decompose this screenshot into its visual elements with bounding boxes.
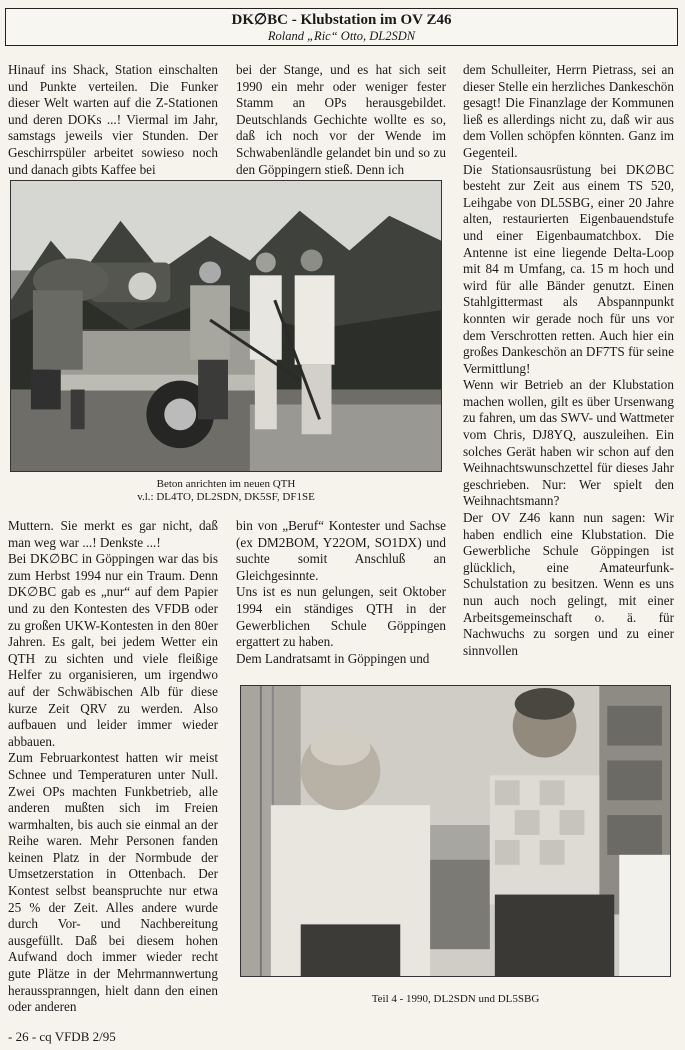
column-2-bottom — [236, 518, 446, 667]
photo-1-caption — [10, 478, 442, 504]
article-title: DK∅BC - Klubstation im OV Z46 — [231, 12, 452, 28]
photo-1-caption-line1: Beton anrichten im neuen QTH — [156, 478, 296, 490]
photo-2-caption: Teil 4 - 1990, DL2SDN und DL5SBG — [371, 993, 540, 1005]
photo-1-caption-line2: v.l.: DL4TO, DL2SDN, DK5SF, DF1SE — [137, 491, 315, 503]
paragraph: Wenn wir Betrieb an der Klubstation machen wollen, gilt es über Ursenwang zu fahren, um das SWV- und Wattmeter vom Chris, DJ8YQ, auszuleihen. Ein solches Gerät haben wir schon auf den Weihnachtswunschzettel für dieses Jahr geschrieben. Nur: Wer spielt den Weihnachtsmann? — [463, 377, 674, 509]
column-3 — [463, 62, 674, 659]
paragraph: Zum Februarkontest hatten wir meist Schnee und Temperaturen unter Null. Zwei OPs machten Funkbetrieb, alle anderen mußten sich im Freien warmhalten, bis auch sie einmal an der Reihe waren. Mehr Personen fanden keinen Platz in der Normbude der Umsetzerstation in Ottenbach. Der Kontest selbst beanspruchte nur etwa 25 % der Zeit. Alles andere wurde durch Vor- und Nachbereitung ausgefüllt. Daß bei diesem hohen Aufwand doch immer wieder recht gute Plätze in der Mehrmannwertung herausspranngen, hielt dann den einen oder anderen — [8, 750, 218, 1015]
photo-station-operators — [240, 685, 671, 977]
article-header — [5, 8, 678, 46]
article-byline: Roland „Ric“ Otto, DL2SDN — [267, 29, 416, 43]
paragraph: bin von „Beruf“ Kontester und Sachse (ex DM2BOM, Y22OM, SO1DX) und suchte somit Anschluß an Gleichgesinnte. — [236, 518, 446, 583]
column-2-top — [236, 62, 446, 178]
paragraph: Muttern. Sie merkt es gar nicht, daß man weg war ...! Denkste ...! — [8, 518, 218, 550]
photo-concrete-mixing — [10, 180, 442, 472]
photo-station-operators-image — [241, 686, 670, 976]
paragraph: Der OV Z46 kann nun sagen: Wir haben endlich eine Klubstation. Die Gewerbliche Schule Göppingen ist glücklich, eine Amateurfunk-Schulstation zu besitzen. Wenn es uns nun auch noch gelingt, mit einer Arbeitsgemeinschaft o. ä. für Nachwuchs zu sorgen und zu einer sinnvollen — [463, 510, 674, 658]
paragraph: Bei DK∅BC in Göppingen war das bis zum Herbst 1994 nur ein Traum. Denn DK∅BC gab es „nur“ auf dem Papier und zu den Kontesten des VFDB oder zu großen UKW-Kontesten in den 80er Jahren. Es galt, bei jedem Wetter ein QTH zu sichten und viele fleißige Helfer zu organisieren, um irgendwo auf der Schwäbischen Alb für diese kurze Zeit QRV zu werden. Also aufbauen und leider immer wieder abbauen. — [8, 551, 218, 749]
paragraph: Hinauf ins Shack, Station einschalten und Punkte verteilen. Die Funker dieser Welt warten auf die Z-Stationen und deren DOKs ...! Viermal im Jahr, samstags jeweils vier Stunden. Der Geschirrspüler arbeitet sowieso noch und danach gibts Kaffee bei — [8, 62, 218, 177]
paragraph: dem Schulleiter, Herrn Pietrass, sei an dieser Stelle ein herzliches Dankeschön gesagt! Die Finanzlage der Kommunen ließ es allerdings nicht zu, daß wir aus dem Vollen schöpfen könnten. Ganz im Gegenteil. — [463, 62, 674, 160]
paragraph: bei der Stange, und es hat sich seit 1990 ein mehr oder weniger fester Stamm an OPs herausgebildet. Deutschlands Gechichte wollte es so, daß ich noch vor der Wende im Schwabenländle gelandet bin und so zu den Göppingern stieß. Denn ich — [236, 62, 446, 177]
photo-concrete-mixing-image — [11, 181, 441, 471]
paragraph: Die Stationsausrüstung bei DK∅BC besteht zur Zeit aus einem TS 520, Leihgabe von DL5SBG, einer 20 Jahre alten, restaurierten Eigenbauendstufe und einer Eigenbaumatchbox. Die Antenne ist eine liegende Delta-Loop mit 84 m Umfang, ca. 15 m hoch und wird für alle Bänder genutzt. Einen Stahlgittermast als Abspannpunkt konnten wir gerade noch für uns vor dem Verschrotten retten. Auch hier ein großes Dankeschön an DF7TS für seine Vermittlung! — [463, 161, 674, 376]
column-1-bottom — [8, 518, 218, 1016]
column-1-top — [8, 62, 218, 178]
paragraph: Dem Landratsamt in Göppingen und — [236, 650, 430, 666]
paragraph: Uns ist es nun gelungen, seit Oktober 1994 ein ständiges QTH in der Gewerblichen Schule Göppingen ergattert zu haben. — [236, 584, 446, 650]
page-footer: - 26 - cq VFDB 2/95 — [8, 1029, 116, 1044]
